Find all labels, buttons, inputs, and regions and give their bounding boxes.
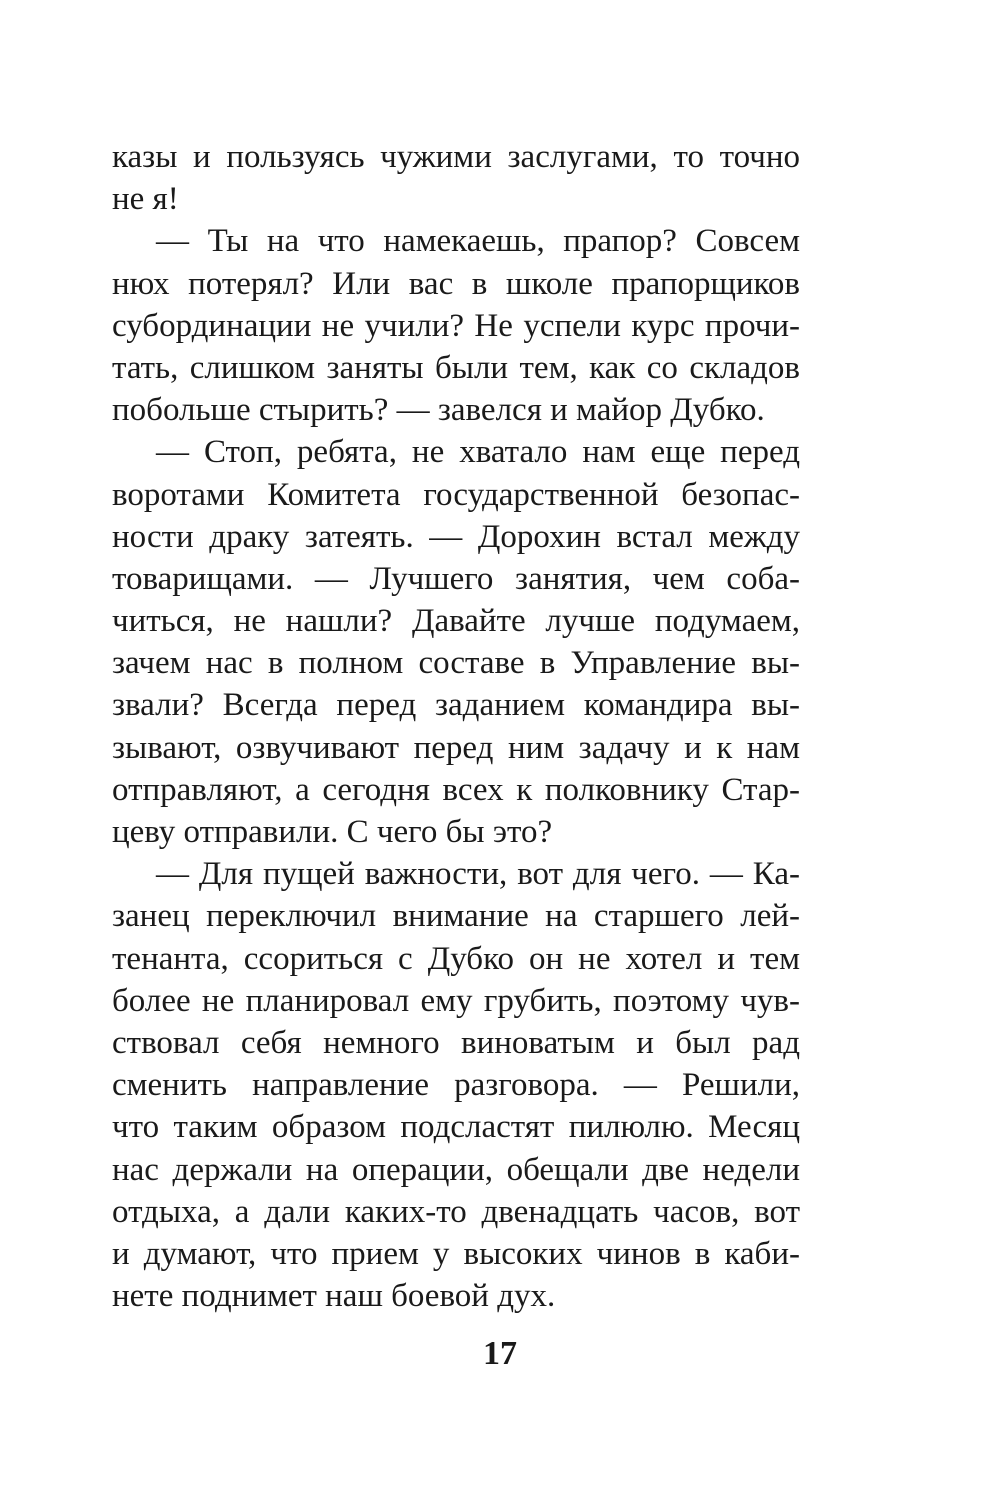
text-line: сменить направление разговора. — Решили, [112,1067,800,1104]
text-line: — Ты на что намекаешь, прапор? Совсем [156,223,800,260]
text-line: ности драку затеять. — Дорохин встал между [112,518,800,555]
text-line: — Стоп, ребята, не хватало нам еще перед [156,434,800,471]
text-line: побольше стырить? — завелся и майор Дубко. [112,392,765,429]
text-line: тенанта, ссориться с Дубко он не хотел и тем [112,940,800,977]
text-line: зывают, озвучивают перед ним задачу и к нам [112,729,800,766]
text-line: и думают, что прием у высоких чинов в каби- [112,1235,800,1272]
text-line: зачем нас в полном составе в Управление вы- [112,645,800,682]
text-line: товарищами. — Лучшего занятия, чем соба- [112,560,800,597]
text-line: цеву отправили. С чего бы это? [112,814,553,850]
page-number: 17 [483,1335,517,1372]
text-line: занец переключил внимание на старшего лей- [112,898,800,935]
text-line: более не планировал ему грубить, поэтому чув- [112,982,800,1019]
text-line: отдыха, а дали каких-то двенадцать часов, вот [112,1193,800,1230]
text-line: — Для пущей важности, вот для чего. — Ка- [156,856,800,893]
text-line: звали? Всегда перед заданием командира вы- [112,687,800,724]
text-line: казы и пользуясь чужими заслугами, то точно [112,139,800,175]
text-line: нете поднимет наш боевой дух. [112,1278,556,1315]
body-text [112,136,800,1317]
text-line: отправляют, а сегодня всех к полковнику Стар- [112,771,800,808]
text-line: нас держали на операции, обещали две недели [112,1151,800,1188]
text-line: воротами Комитета государственной безопас- [112,476,800,513]
text-line: не я! [112,181,179,218]
text-line: что таким образом подсластят пилюлю. Месяц [112,1109,800,1146]
text-line: тать, слишком заняты были тем, как со складов [112,349,800,386]
text-line: субординации не учили? Не успели курс прочи- [112,307,800,344]
text-line: ствовал себя немного виноватым и был рад [112,1024,800,1061]
text-line: читься, не нашли? Давайте лучше подумаем, [112,603,800,640]
text-line: нюх потерял? Или вас в школе прапорщиков [112,265,800,302]
